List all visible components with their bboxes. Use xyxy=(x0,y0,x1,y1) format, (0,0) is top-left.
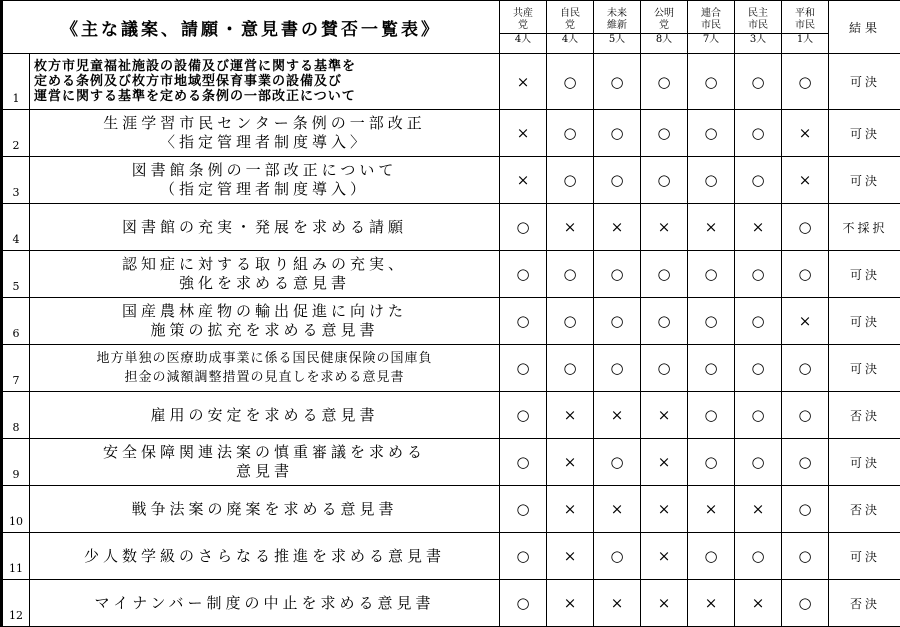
vote-cell: × xyxy=(782,110,829,157)
row-number: 10 xyxy=(2,486,30,533)
item-title-line: 枚方市児童福祉施設の設備及び運営に関する基準を xyxy=(34,59,499,74)
vote-cell: ○ xyxy=(547,54,594,110)
vote-cell: ○ xyxy=(641,298,688,345)
vote-cell: ○ xyxy=(594,157,641,204)
vote-cell: × xyxy=(735,580,782,627)
table-row xyxy=(2,298,900,345)
party-header: 自民 党 4人 xyxy=(547,1,594,54)
result-cell: 否決 xyxy=(829,392,900,439)
vote-cell: × xyxy=(782,298,829,345)
vote-cell: ○ xyxy=(688,392,735,439)
table-row xyxy=(2,251,900,298)
vote-cell: ○ xyxy=(735,439,782,486)
vote-cell: ○ xyxy=(641,251,688,298)
row-number: 1 xyxy=(2,54,30,110)
item-title xyxy=(30,298,500,345)
vote-cell: × xyxy=(641,204,688,251)
item-title-line: 生涯学習市民センター条例の一部改正 xyxy=(30,114,499,133)
result-cell: 可決 xyxy=(829,251,900,298)
item-title-line: 図書館の充実・発展を求める請願 xyxy=(30,218,499,237)
row-number: 12 xyxy=(2,580,30,627)
row-number: 4 xyxy=(2,204,30,251)
vote-cell: ○ xyxy=(688,110,735,157)
vote-cell: ○ xyxy=(782,392,829,439)
table-row xyxy=(2,580,900,627)
row-number: 11 xyxy=(2,533,30,580)
vote-cell: ○ xyxy=(594,345,641,392)
result-header: 結果 xyxy=(829,1,900,54)
vote-cell: ○ xyxy=(500,533,547,580)
table-row xyxy=(2,204,900,251)
row-number: 9 xyxy=(2,439,30,486)
vote-cell: ○ xyxy=(735,110,782,157)
item-title-line: 運営に関する基準を定める条例の一部改正について xyxy=(34,89,499,104)
item-title-line: 意見書 xyxy=(30,462,499,481)
vote-cell: ○ xyxy=(547,298,594,345)
vote-cell: × xyxy=(688,486,735,533)
vote-cell: × xyxy=(594,580,641,627)
vote-cell: × xyxy=(641,533,688,580)
vote-cell: ○ xyxy=(500,439,547,486)
result-cell: 可決 xyxy=(829,54,900,110)
item-title xyxy=(30,392,500,439)
vote-cell: ○ xyxy=(782,54,829,110)
table-row xyxy=(2,345,900,392)
party-header: 公明 党 8人 xyxy=(641,1,688,54)
page-title: 《主な議案、請願・意見書の賛否一覧表》 xyxy=(2,1,500,54)
party-header: 平和 市民 1人 xyxy=(782,1,829,54)
result-cell: 可決 xyxy=(829,533,900,580)
table-row xyxy=(2,54,900,110)
vote-cell: ○ xyxy=(547,345,594,392)
vote-cell: × xyxy=(594,204,641,251)
vote-cell: ○ xyxy=(594,251,641,298)
result-cell: 否決 xyxy=(829,580,900,627)
vote-cell: ○ xyxy=(688,298,735,345)
vote-cell: ○ xyxy=(547,157,594,204)
vote-cell: ○ xyxy=(594,298,641,345)
vote-cell: ○ xyxy=(735,157,782,204)
vote-cell: ○ xyxy=(782,204,829,251)
vote-cell: ○ xyxy=(500,204,547,251)
vote-cell: ○ xyxy=(782,533,829,580)
vote-cell: ○ xyxy=(782,345,829,392)
vote-cell: × xyxy=(500,54,547,110)
vote-cell: ○ xyxy=(688,345,735,392)
vote-cell: ○ xyxy=(500,345,547,392)
vote-cell: ○ xyxy=(782,439,829,486)
vote-cell: × xyxy=(547,486,594,533)
item-title-line: 図書館条例の一部改正について xyxy=(30,161,499,180)
row-number: 8 xyxy=(2,392,30,439)
result-cell: 可決 xyxy=(829,110,900,157)
vote-cell: ○ xyxy=(688,251,735,298)
item-title xyxy=(30,204,500,251)
item-title-line: 〈指定管理者制度導入〉 xyxy=(30,133,499,152)
vote-cell: × xyxy=(641,392,688,439)
vote-cell: × xyxy=(688,204,735,251)
item-title xyxy=(30,580,500,627)
vote-cell: × xyxy=(500,157,547,204)
vote-cell: ○ xyxy=(500,251,547,298)
vote-cell: × xyxy=(547,204,594,251)
vote-cell: ○ xyxy=(547,110,594,157)
table-row xyxy=(2,110,900,157)
result-cell: 否決 xyxy=(829,486,900,533)
vote-cell: ○ xyxy=(594,54,641,110)
item-title-line: 担金の減額調整措置の見直しを求める意見書 xyxy=(30,368,499,387)
vote-cell: ○ xyxy=(782,251,829,298)
vote-cell: × xyxy=(594,486,641,533)
item-title-line: （指定管理者制度導入） xyxy=(30,180,499,199)
vote-cell: ○ xyxy=(735,533,782,580)
vote-cell: ○ xyxy=(688,54,735,110)
vote-cell: × xyxy=(641,439,688,486)
header-row xyxy=(2,1,900,54)
row-number: 2 xyxy=(2,110,30,157)
item-title xyxy=(30,110,500,157)
vote-cell: ○ xyxy=(688,439,735,486)
item-title-line: 地方単独の医療助成事業に係る国民健康保険の国庫負 xyxy=(30,349,499,368)
item-title xyxy=(30,345,500,392)
vote-cell: ○ xyxy=(782,486,829,533)
vote-cell: × xyxy=(641,486,688,533)
vote-cell: ○ xyxy=(500,486,547,533)
table-row xyxy=(2,533,900,580)
party-header: 共産 党 4人 xyxy=(500,1,547,54)
vote-cell: × xyxy=(735,486,782,533)
result-cell: 可決 xyxy=(829,298,900,345)
vote-cell: × xyxy=(782,157,829,204)
row-number: 7 xyxy=(2,345,30,392)
item-title-line: 定める条例及び枚方市地域型保育事業の設備及び xyxy=(34,74,499,89)
vote-cell: × xyxy=(547,533,594,580)
party-header: 未来 維新 5人 xyxy=(594,1,641,54)
table-row xyxy=(2,486,900,533)
item-title-line: マイナンバー制度の中止を求める意見書 xyxy=(30,594,499,613)
item-title xyxy=(30,486,500,533)
vote-cell: × xyxy=(641,580,688,627)
item-title-line: 認知症に対する取り組みの充実、 xyxy=(30,255,499,274)
vote-cell: × xyxy=(547,392,594,439)
item-title xyxy=(30,54,500,110)
item-title-line: 戦争法案の廃案を求める意見書 xyxy=(30,500,499,519)
result-cell: 不採択 xyxy=(829,204,900,251)
vote-cell: ○ xyxy=(735,54,782,110)
item-title-line: 雇用の安定を求める意見書 xyxy=(30,406,499,425)
vote-cell: ○ xyxy=(735,392,782,439)
vote-cell: × xyxy=(688,580,735,627)
vote-cell: ○ xyxy=(735,298,782,345)
vote-cell: ○ xyxy=(688,157,735,204)
item-title xyxy=(30,533,500,580)
vote-cell: ○ xyxy=(641,110,688,157)
row-number: 3 xyxy=(2,157,30,204)
table-row xyxy=(2,392,900,439)
vote-cell: ○ xyxy=(735,345,782,392)
party-header: 民主 市民 3人 xyxy=(735,1,782,54)
result-cell: 可決 xyxy=(829,157,900,204)
vote-cell: × xyxy=(735,204,782,251)
result-cell: 可決 xyxy=(829,345,900,392)
item-title-line: 国産農林産物の輸出促進に向けた xyxy=(30,302,499,321)
vote-cell: × xyxy=(594,392,641,439)
vote-cell: ○ xyxy=(735,251,782,298)
row-number: 6 xyxy=(2,298,30,345)
vote-cell: × xyxy=(500,110,547,157)
item-title xyxy=(30,251,500,298)
item-title-line: 少人数学級のさらなる推進を求める意見書 xyxy=(30,547,499,566)
item-title-line: 施策の拡充を求める意見書 xyxy=(30,321,499,340)
vote-cell: ○ xyxy=(641,54,688,110)
vote-cell: ○ xyxy=(500,298,547,345)
row-number: 5 xyxy=(2,251,30,298)
item-title-line: 安全保障関連法案の慎重審議を求める xyxy=(30,443,499,462)
vote-cell: ○ xyxy=(594,439,641,486)
vote-cell: × xyxy=(547,439,594,486)
table-row xyxy=(2,439,900,486)
table-row xyxy=(2,157,900,204)
vote-cell: ○ xyxy=(500,392,547,439)
vote-cell: ○ xyxy=(641,345,688,392)
item-title-line: 強化を求める意見書 xyxy=(30,274,499,293)
vote-cell: × xyxy=(547,580,594,627)
result-cell: 可決 xyxy=(829,439,900,486)
vote-cell: ○ xyxy=(594,110,641,157)
vote-cell: ○ xyxy=(688,533,735,580)
item-title xyxy=(30,439,500,486)
vote-cell: ○ xyxy=(547,251,594,298)
vote-cell: ○ xyxy=(594,533,641,580)
vote-cell: ○ xyxy=(782,580,829,627)
item-title xyxy=(30,157,500,204)
vote-cell: ○ xyxy=(500,580,547,627)
party-header: 連合 市民 7人 xyxy=(688,1,735,54)
vote-cell: ○ xyxy=(641,157,688,204)
